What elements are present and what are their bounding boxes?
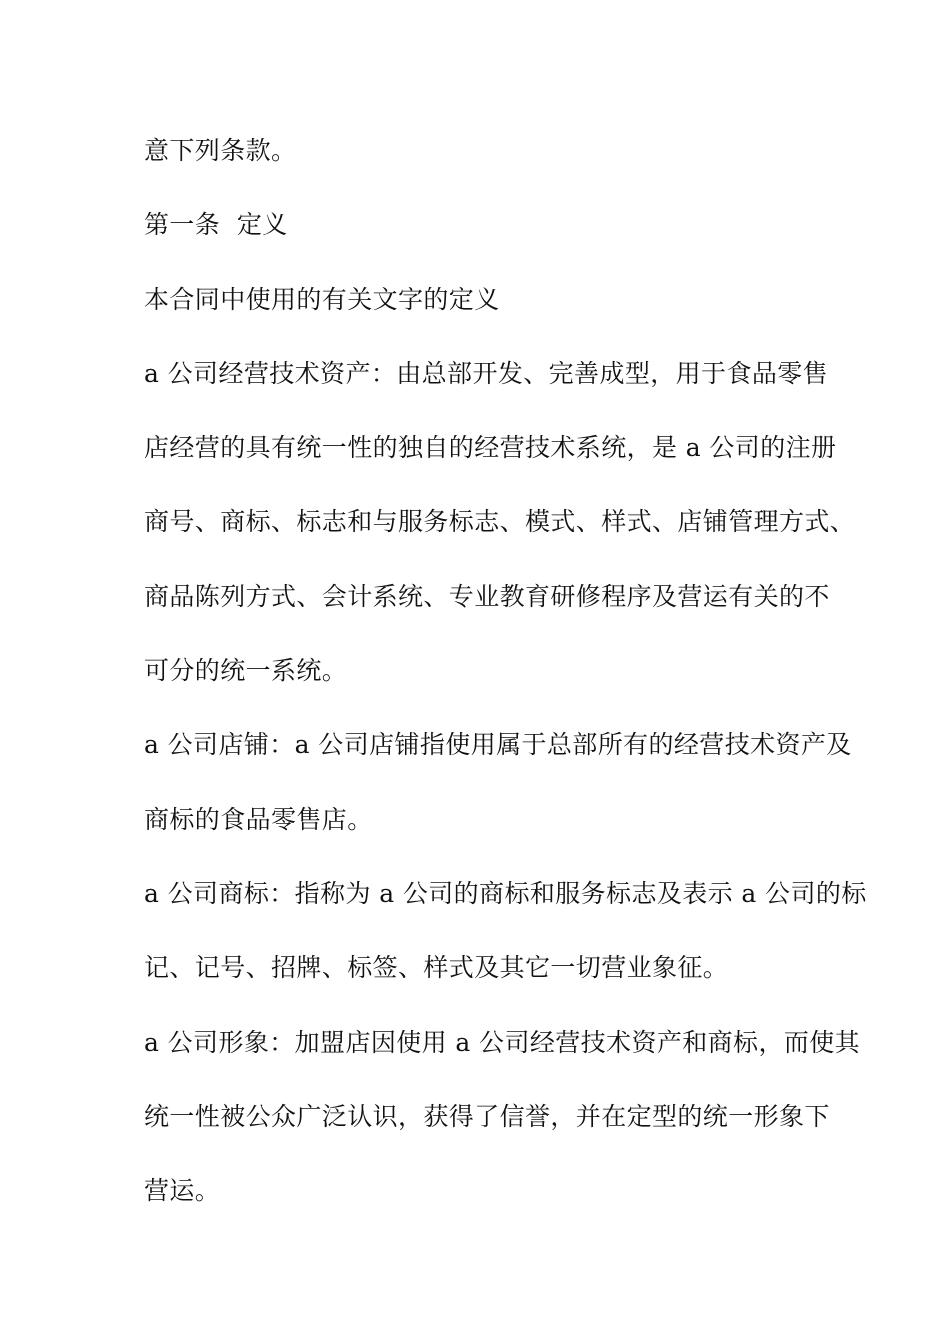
text-line: 本合同中使用的有关文字的定义	[144, 284, 500, 314]
text-line: 记、记号、招牌、标签、样式及其它一切营业象征。	[144, 953, 729, 983]
text-line: 店经营的具有统一性的独自的经营技术系统，是 a 公司的注册	[144, 433, 837, 463]
text-line: 可分的统一系统。	[144, 656, 348, 686]
text-line: 意下列条款。	[144, 136, 297, 165]
text-line: a 公司店铺：a 公司店铺指使用属于总部所有的经营技术资产及	[144, 730, 852, 760]
text-line: 商号、商标、标志和与服务标志、模式、样式、店铺管理方式、	[144, 507, 856, 537]
text-line: 营运。	[144, 1176, 221, 1206]
section-heading: 第一条 定义	[144, 210, 288, 240]
text-line: 商标的食品零售店。	[144, 804, 373, 834]
text-line: a 公司商标：指称为 a 公司的商标和服务标志及表示 a 公司的标	[144, 878, 867, 908]
text-line: a 公司经营技术资产：由总部开发、完善成型，用于食品零售	[144, 358, 829, 388]
text-line: 统一性被公众广泛认识，获得了信誉，并在定型的统一形象下	[144, 1101, 830, 1131]
text-line: 商品陈列方式、会计系统、专业教育研修程序及营运有关的不	[144, 581, 830, 611]
text-line: a 公司形象：加盟店因使用 a 公司经营技术资产和商标，而使其	[144, 1027, 861, 1057]
document-body	[144, 126, 867, 1240]
